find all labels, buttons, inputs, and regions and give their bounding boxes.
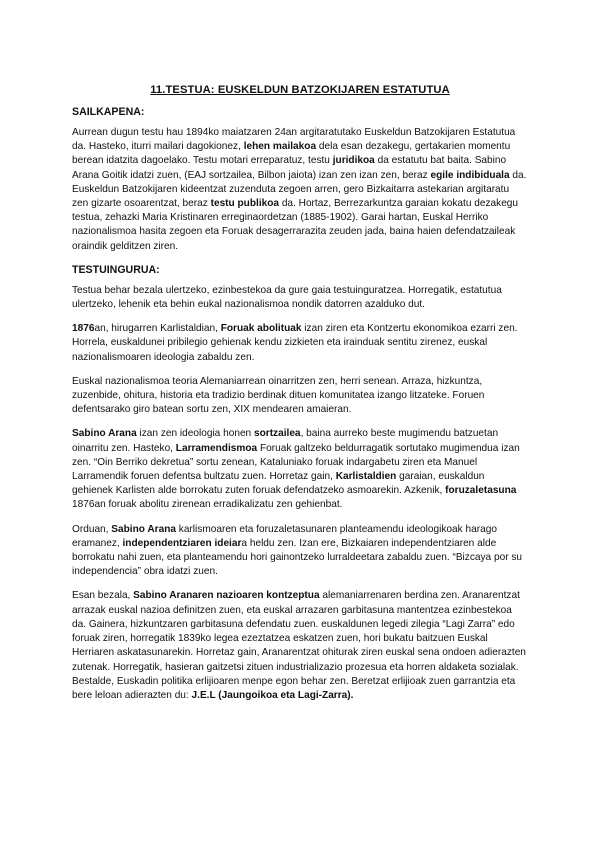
document-title: 11.TESTUA: EUSKELDUN BATZOKIJAREN ESTATUTUA bbox=[150, 84, 450, 96]
paragraph-testuingurua-5: Orduan, Sabino Arana karlismoaren eta foruzaletasunaren planteamendu ideologikoak harago eramanez, independentziaren ideiara heldu zen. Izan ere, Bizkaiaren independentziaren alde borrokatu nahi zuen, eta planteamendu hori gainontzeko lurraldeetara zabaldu zuen. “Bizcaya por su independencia” obra idatzi zuen. bbox=[72, 523, 523, 578]
paragraph-testuingurua-1: Testua behar bezala ulertzeko, ezinbestekoa da gure gaia testuinguratzea. Horregatik, estatutua ulertzeko, lehenik eta behin eukal nazionalismoa nondik datorren azalduko dut. bbox=[72, 284, 502, 311]
heading-testuingurua: TESTUINGURUA: bbox=[72, 263, 160, 276]
heading-sailkapena: SAILKAPENA: bbox=[72, 106, 145, 118]
paragraph-testuingurua-2: 1876an, hirugarren Karlistaldian, Foruak abolituak izan ziren eta Kontzertu ekonomikoa ezarri zen. Horrela, euskaldunei pribilegio gehienak kendu zizkieten eta irainduak sentitu zirenez, euskal nazionalismoaren ideologia zabaldu zen. bbox=[72, 323, 518, 363]
paragraph-testuingurua-6: Esan bezala, Sabino Aranaren nazioaren kontzeptua alemaniarrenaren berdina zen. Aranarentzat arrazak euskal nazioa definitzen zuen, eta euskal arrazaren garbitasuna mantentzea ezinbestekoa da. Gainera, hizkuntzaren garbitasuna defendatu zuen. euskaldunen legedi zilegia “Lagi Zarra” edo foruak ziren, horregatik 1839ko legea ezeztatzea eskatzen zuen, hori bukatu baitzuen Euskal Herriaren askatasunarekin. Horretaz gain, Aranarentzat ohiturak ziren euskal sena ondoen adierazten zutenak. Horregatik, hasieran gaitzetsi zituen industrializazio prozesua eta horren aldaketa sozialak. Bestalde, Euskadin politika erlijioaren menpe egon behar zen. Beretzat erlijioak zuen garrantzia eta bere leloan adierazten du: J.E.L (Jaungoikoa eta Lagi-Zarra). bbox=[72, 590, 526, 701]
paragraph-testuingurua-3: Euskal nazionalismoa teoria Alemaniarrean oinarritzen zen, herri senean. Arraza, hizkuntza, zuzenbide, ohitura, historia eta tradizio berdinak dituen komunitatea izango litzateke. Foruen defentsarako giro batean sortu zen, XIX mendearen amaieran. bbox=[72, 375, 485, 416]
paragraph-sailkapena: Aurrean dugun testu hau 1894ko maiatzaren 24an argitaratutako Euskeldun Batzokijaren Estatutua da. Hasteko, iturri mailari dagokionez, lehen mailakoa dela esan dezakegu, gertakarien momentu berean idatzita dagoelako. Testu motari erreparatuz, testu juridikoa da estatutu bat baita. Sabino Arana Goitik idatzi zuen, (EAJ sortzailea, Bilbon jaiota) izan zen izan zen, beraz egile indibiduala da. Euskeldun Batzokijaren kideentzat zuzenduta zegoen arren, gero Bizkaitarra astekarian argitaratu zen gizarte osoarentzat, beraz testu publikoa da. Hortaz, Berrezarkuntza garaian kokatu dezakegu testua, zehazki Maria Kristinaren erreginaordetzan (1885-1902). Garai hartan, Euskal Herriko nazionalismoa hasita zegoen eta Foruak desagerrarazita zeuden jada, baina haien defendatzaileak oraindik gelditzen ziren. bbox=[72, 127, 527, 252]
paragraph-testuingurua-4: Sabino Arana izan zen ideologia honen sortzailea, baina aurreko beste mugimendu batzuetan oinarritu zen. Hasteko, Larramendismoa Foruak galtzeko beldurragatik sortutako mugimendua izan zen. “Oin Berriko dekretua” sortu zenean, Kataluniako foruak indargabetu ziren eta Manuel Larramendik foruen defentsa bultzatu zuen. Horretaz gain, Karlistaldien garaian, euskaldun gehienek Karlisten alde borrokatu zuten foruak defendatzeko asmoarekin. Azkenik, foruzaletasuna 1876an foruak abolitu zirenean erradikalizatu zen gehienbat. bbox=[72, 428, 520, 511]
document-page bbox=[72, 84, 528, 713]
